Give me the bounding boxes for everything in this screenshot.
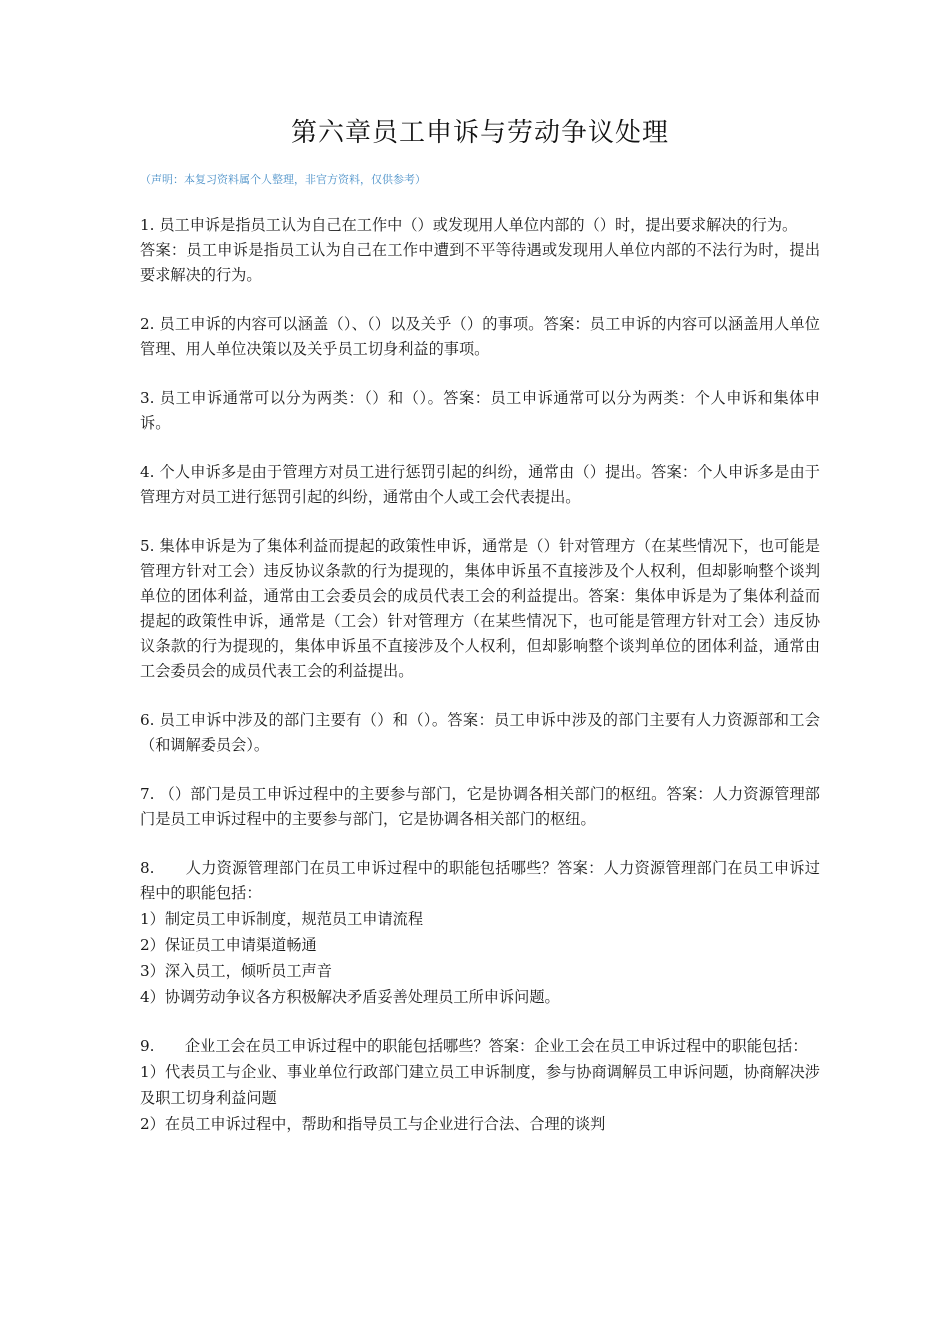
document-page xyxy=(140,112,820,1161)
qa-item-8 xyxy=(140,856,820,1010)
qa-item-7 xyxy=(140,782,820,832)
qa-item-3 xyxy=(140,386,820,436)
qa-text: 4. 个人申诉多是由于管理方对员工进行惩罚引起的纠纷，通常由（）提出。答案：个人申诉多是由于管理方对员工进行惩罚引起的纠纷，通常由个人或工会代表提出。 xyxy=(140,463,820,506)
qa-text: 5. 集体申诉是为了集体利益而提起的政策性申诉，通常是（）针对管理方（在某些情况下，也可能是管理方针对工会）违反协议条款的行为提现的，集体申诉虽不直接涉及个人权利，但却影响整个谈判单位的团体利益，通常由工会委员会的成员代表工会的利益提出。答案：集体申诉是为了集体利益而提起的政策性申诉，通常是（工会）针对管理方（在某些情况下，也可能是管理方针对工会）违反协议条款的行为提现的，集体申诉虽不直接涉及个人权利，但却影响整个谈判单位的团体利益，通常由工会委员会的成员代表工会的利益提出。 xyxy=(140,537,820,680)
answer-text: 答案：员工申诉是指员工认为自己在工作中遭到不平等待遇或发现用人单位内部的不法行为时，提出要求解决的行为。 xyxy=(140,241,820,284)
list-item: 4）协调劳动争议各方积极解决矛盾妥善处理员工所申诉问题。 xyxy=(140,988,560,1006)
qa-item-1 xyxy=(140,213,820,288)
question-text: 1. 员工申诉是指员工认为自己在工作中（）或发现用人单位内部的（）时，提出要求解决的行为。 xyxy=(140,216,798,234)
qa-item-4 xyxy=(140,460,820,510)
disclaimer-note: （声明：本复习资料属个人整理，非官方资料，仅供参考） xyxy=(140,173,426,186)
qa-item-2 xyxy=(140,312,820,362)
list-item: 2）在员工申诉过程中，帮助和指导员工与企业进行合法、合理的谈判 xyxy=(140,1115,606,1133)
page-title: 第六章员工申诉与劳动争议处理 xyxy=(290,118,669,148)
qa-text: 8. 人力资源管理部门在员工申诉过程中的职能包括哪些？答案：人力资源管理部门在员工申诉过程中的职能包括： xyxy=(140,859,820,902)
list-item: 3）深入员工，倾听员工声音 xyxy=(140,962,332,980)
qa-item-6 xyxy=(140,708,820,758)
qa-text: 7. （）部门是员工申诉过程中的主要参与部门，它是协调各相关部门的枢纽。答案：人力资源管理部门是员工申诉过程中的主要参与部门，它是协调各相关部门的枢纽。 xyxy=(140,785,820,828)
qa-text: 3. 员工申诉通常可以分为两类：（）和（）。答案：员工申诉通常可以分为两类：个人申诉和集体申诉。 xyxy=(140,389,820,432)
list-item: 1）制定员工申诉制度，规范员工申请流程 xyxy=(140,910,424,928)
list-item: 1）代表员工与企业、事业单位行政部门建立员工申诉制度，参与协商调解员工申诉问题，协商解决涉及职工切身利益问题 xyxy=(140,1063,820,1107)
qa-text: 6. 员工申诉中涉及的部门主要有（）和（）。答案：员工申诉中涉及的部门主要有人力资源部和工会（和调解委员会）。 xyxy=(140,711,820,754)
qa-text: 9. 企业工会在员工申诉过程中的职能包括哪些？答案：企业工会在员工申诉过程中的职能包括： xyxy=(140,1037,808,1055)
qa-text: 2. 员工申诉的内容可以涵盖（）、（）以及关乎（）的事项。答案：员工申诉的内容可以涵盖用人单位管理、用人单位决策以及关乎员工切身利益的事项。 xyxy=(140,315,820,358)
qa-item-9 xyxy=(140,1034,820,1137)
list-item: 2）保证员工申请渠道畅通 xyxy=(140,936,317,954)
qa-item-5 xyxy=(140,534,820,684)
